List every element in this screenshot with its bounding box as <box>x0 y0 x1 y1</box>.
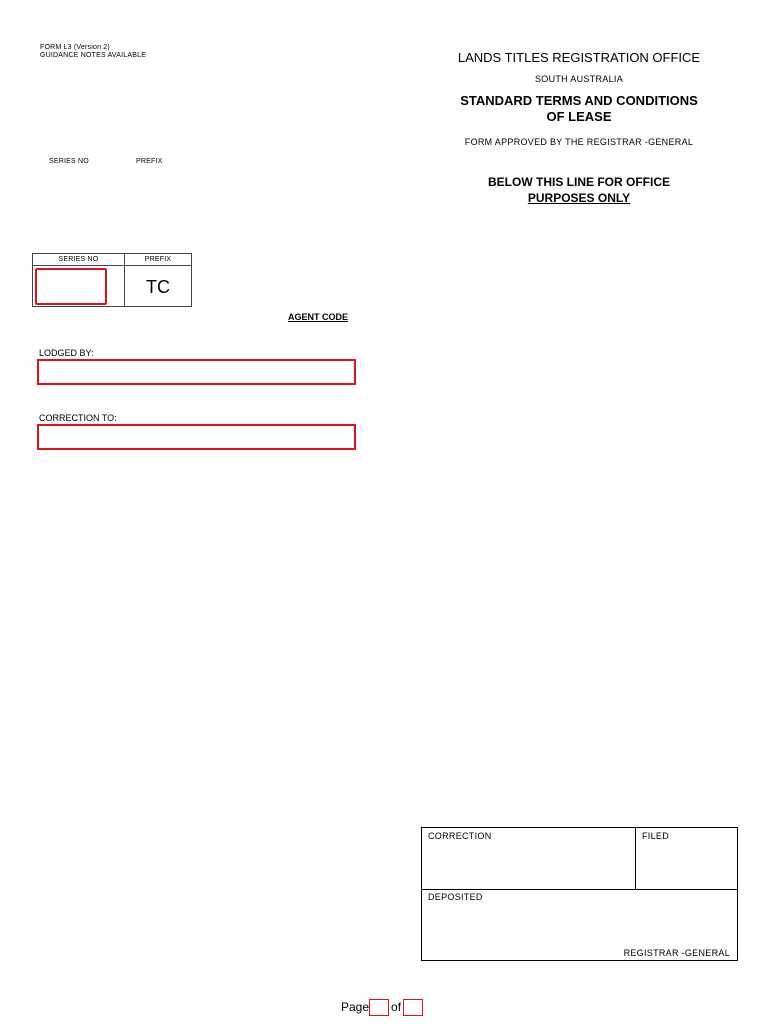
page-label: Page <box>341 1000 370 1014</box>
form-title-line1: STANDARD TERMS AND CONDITIONS <box>460 93 698 108</box>
office-use-heading <box>420 174 738 206</box>
guidance-notes-text: GUIDANCE NOTES AVAILABLE <box>40 52 147 59</box>
correction-to-label: CORRECTION TO: <box>39 413 117 423</box>
prefix-header: PREFIX <box>144 256 172 263</box>
series-prefix-table <box>32 253 192 307</box>
registrar-general-label: REGISTRAR -GENERAL <box>623 948 730 958</box>
lodged-by-field[interactable] <box>37 359 356 385</box>
correction-cell-label: CORRECTION <box>428 831 492 841</box>
office-use-box <box>421 827 738 961</box>
page-number-input[interactable] <box>370 1000 388 1015</box>
lodged-by-input[interactable] <box>39 361 354 383</box>
page-number-field[interactable] <box>369 999 389 1016</box>
table-header-divider <box>33 265 191 266</box>
office-use-line2-wrap <box>420 190 738 206</box>
prefix-value: TC <box>146 277 170 297</box>
prefix-label: PREFIX <box>136 158 163 165</box>
form-version-text: FORM L3 (Version 2) <box>40 44 110 51</box>
form-reference <box>40 44 146 60</box>
form-title-line2: OF LEASE <box>546 109 612 124</box>
state-name: SOUTH AUSTRALIA <box>534 74 624 84</box>
total-pages-field[interactable] <box>403 999 423 1016</box>
correction-to-input[interactable] <box>39 426 354 448</box>
office-box-row-divider <box>422 889 737 890</box>
series-no-label: SERIES NO <box>49 158 89 165</box>
office-name: LANDS TITLES REGISTRATION OFFICE <box>457 50 701 65</box>
form-title <box>420 93 738 125</box>
office-box-column-divider <box>635 828 636 889</box>
series-no-input[interactable] <box>37 270 105 303</box>
total-pages-input[interactable] <box>404 1000 422 1015</box>
filed-cell-label: FILED <box>642 831 670 841</box>
office-use-line2: PURPOSES ONLY <box>527 191 631 205</box>
pagination <box>341 998 423 1016</box>
office-use-line1: BELOW THIS LINE FOR OFFICE <box>488 175 670 189</box>
series-no-field[interactable] <box>35 268 107 305</box>
approval-text: FORM APPROVED BY THE REGISTRAR -GENERAL <box>464 137 694 147</box>
agent-code-label: AGENT CODE <box>288 312 349 322</box>
series-no-header: SERIES NO <box>58 256 99 263</box>
of-label: of <box>391 1000 402 1014</box>
correction-to-field[interactable] <box>37 424 356 450</box>
deposited-cell-label: DEPOSITED <box>428 892 483 902</box>
lodged-by-label: LODGED BY: <box>39 348 94 358</box>
